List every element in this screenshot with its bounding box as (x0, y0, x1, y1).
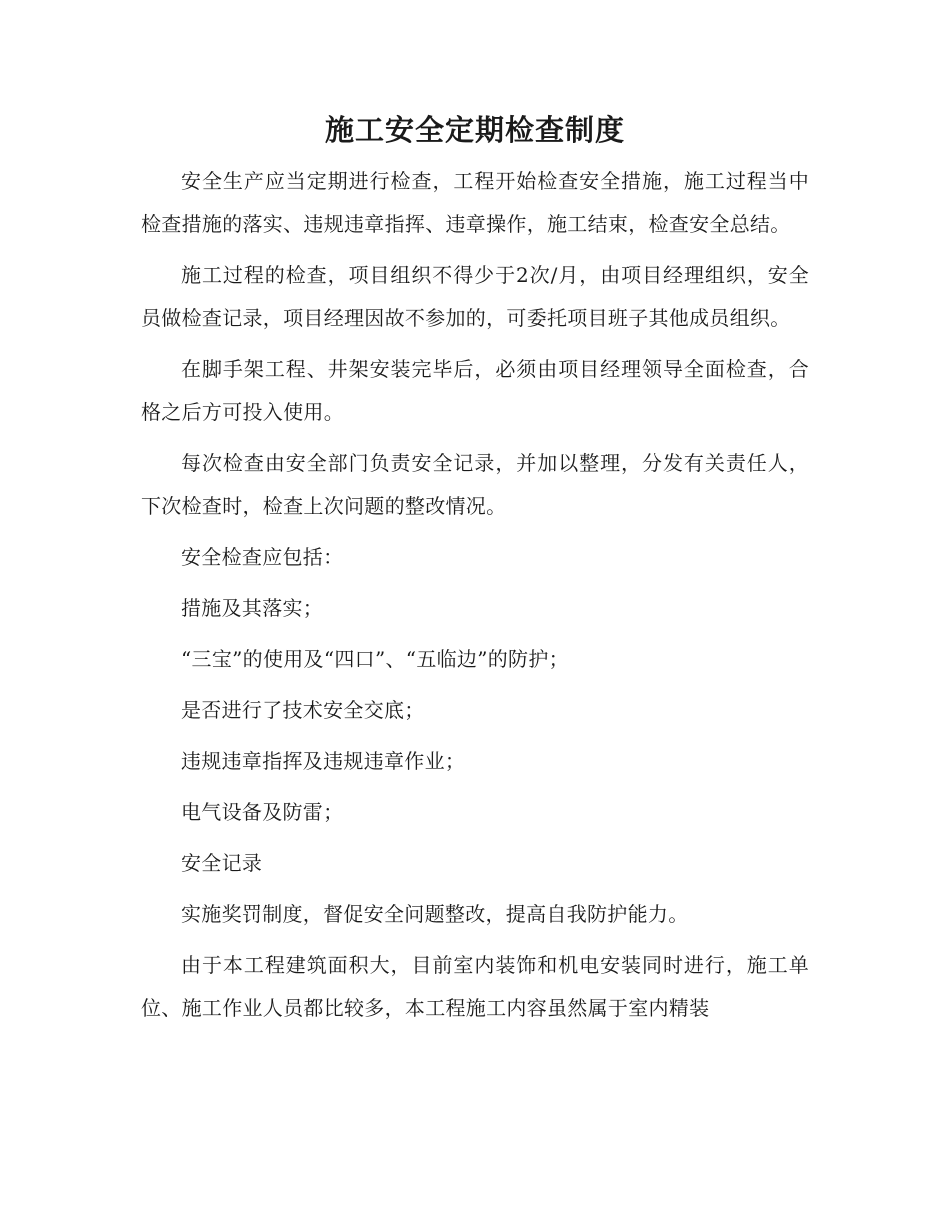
list-item-briefing: 是否进行了技术安全交底； (181, 698, 425, 722)
paragraph-record: 每次检查由安全部门负责安全记录，并加以整理，分发有关责任人，下次检查时，检查上次问题的整改情况。 (141, 451, 809, 518)
paragraph-process-check: 施工过程的检查，项目组织不得少于2次/月，由项目经理组织，安全员做检查记录，项目经理因故不参加的，可委托项目班子其他成员组织。 (141, 263, 809, 330)
paragraph-rewards: 实施奖罚制度，督促安全问题整改，提高自我防护能力。 (181, 902, 689, 926)
list-item-violations: 违规违章指挥及违规违章作业； (181, 749, 466, 773)
list-item-electrical: 电气设备及防雷； (181, 800, 344, 824)
paragraph-intro: 安全生产应当定期进行检查，工程开始检查安全措施，施工过程当中检查措施的落实、违规违章指挥、违章操作，施工结束，检查安全总结。 (141, 169, 809, 236)
list-item-protection: “三宝”的使用及“四口”、“五临边”的防护； (181, 647, 569, 671)
paragraph-check-includes: 安全检查应包括： (181, 545, 344, 569)
document-title: 施工安全定期检查制度 (324, 113, 625, 147)
document-body (141, 160, 809, 1030)
list-item-measures: 措施及其落实； (181, 596, 324, 620)
paragraph-project-scope: 由于本工程建筑面积大，目前室内装饰和机电安装同时进行，施工单位、施工作业人员都比较多，本工程施工内容虽然属于室内精装 (141, 953, 809, 1020)
paragraph-scaffold-check: 在脚手架工程、井架安装完毕后，必须由项目经理领导全面检查，合格之后方可投入使用。 (141, 357, 809, 424)
list-item-safety-record: 安全记录 (181, 851, 263, 875)
